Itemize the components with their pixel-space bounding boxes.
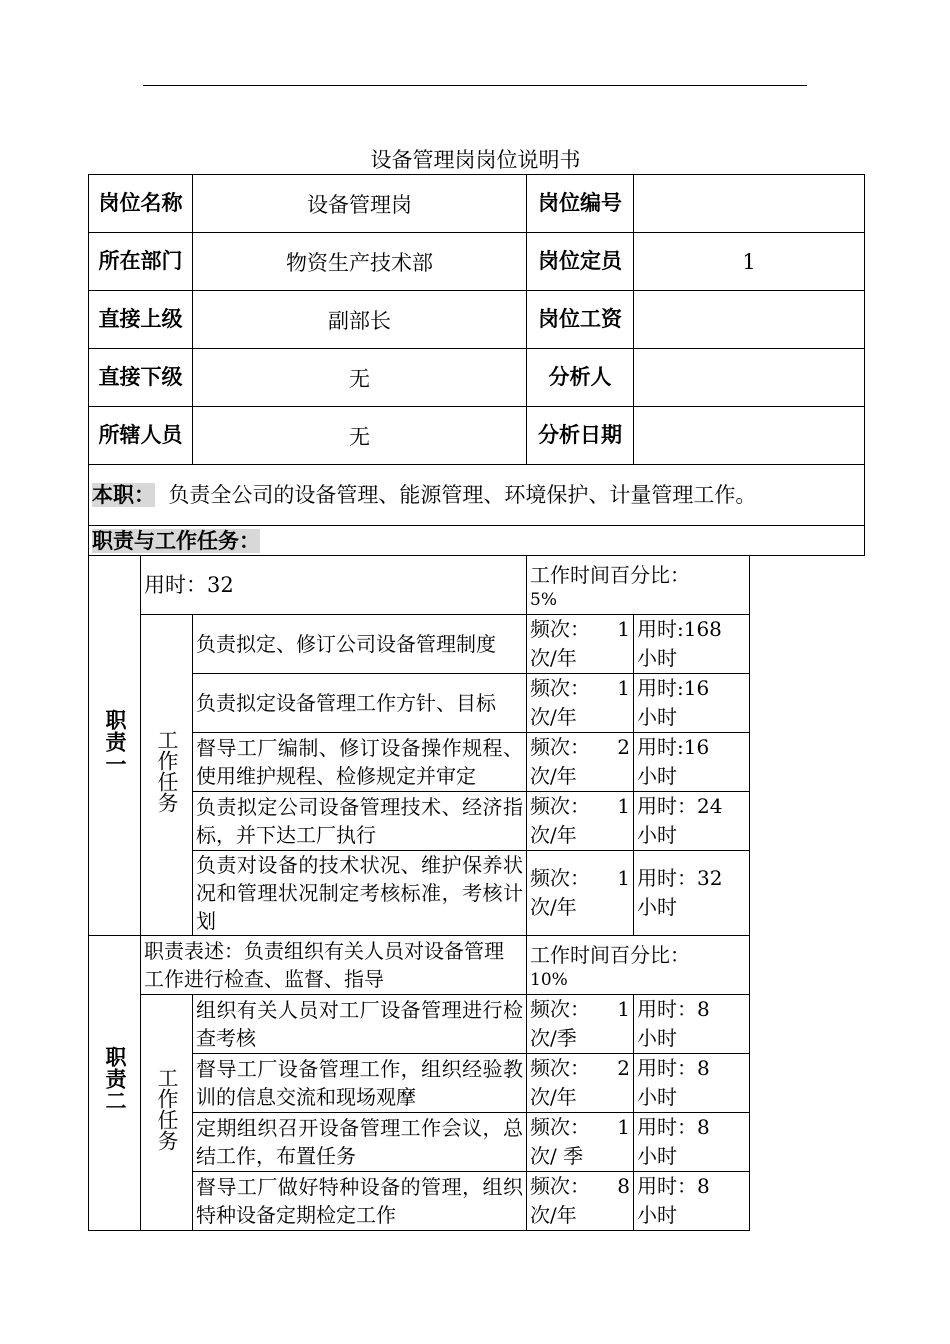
header-row <box>89 407 865 465</box>
frequency-label: 频次： <box>530 676 590 700</box>
duration-unit: 小时 <box>637 895 677 919</box>
frequency-unit: 次/季 <box>530 1026 577 1050</box>
task-row <box>89 674 865 733</box>
frequency-label: 频次： <box>530 1115 590 1139</box>
duration-value: 用时：24 <box>637 794 723 818</box>
task-row <box>89 1172 865 1231</box>
duration-unit: 小时 <box>637 823 677 847</box>
task-frequency <box>527 1172 634 1231</box>
duty-1-task-label <box>141 615 193 936</box>
frequency-label: 频次： <box>530 794 590 818</box>
task-text: 督导工厂编制、修订设备操作规程、使用维护规程、检修规定并审定 <box>193 733 527 792</box>
task-row <box>89 851 865 936</box>
duration-unit: 小时 <box>637 705 677 729</box>
task-text: 督导工厂设备管理工作，组织经验教训的信息交流和现场观摩 <box>193 1054 527 1113</box>
duty-1-percent-label: 工作时间百分比： <box>530 562 690 587</box>
task-text: 负责对设备的技术状况、维护保养状况和管理状况制定考核标准，考核计划 <box>193 851 527 936</box>
duration-unit: 小时 <box>637 1144 677 1168</box>
task-frequency <box>527 995 634 1054</box>
task-frequency <box>527 733 634 792</box>
task-frequency <box>527 851 634 936</box>
label-direct-superior: 直接上级 <box>89 291 193 349</box>
duties-section-label: 职责与工作任务： <box>92 528 260 553</box>
value-headcount: 1 <box>634 233 865 291</box>
task-text: 负责拟定设备管理工作方针、目标 <box>193 674 527 733</box>
frequency-unit: 次/年 <box>530 1085 577 1109</box>
task-text: 组织有关人员对工厂设备管理进行检查考核 <box>193 995 527 1054</box>
task-frequency <box>527 1054 634 1113</box>
task-frequency <box>527 674 634 733</box>
task-duration <box>634 1172 750 1231</box>
duty-2-percent <box>527 936 750 995</box>
value-analysis-date <box>634 407 865 465</box>
value-position-name: 设备管理岗 <box>193 175 527 233</box>
frequency-count: 1 <box>617 1115 630 1139</box>
frequency-count: 2 <box>617 1056 630 1080</box>
duration-unit: 小时 <box>637 1026 677 1050</box>
duty-2-statement: 职责表述：负责组织有关人员对设备管理工作进行检查、监督、指导 <box>141 936 527 995</box>
frequency-label: 频次： <box>530 997 590 1021</box>
frequency-unit: 次/年 <box>530 764 577 788</box>
header-row <box>89 233 865 291</box>
frequency-unit: 次/年 <box>530 895 577 919</box>
duty-1-statement: 用时：32 <box>141 556 527 615</box>
duty-1-label-text: 职责一 <box>103 708 127 775</box>
task-duration <box>634 851 750 936</box>
task-duration <box>634 995 750 1054</box>
label-position-code: 岗位编号 <box>527 175 634 233</box>
duty-2-percent-label: 工作时间百分比： <box>530 942 690 967</box>
label-direct-subordinate: 直接下级 <box>89 349 193 407</box>
duty-summary-text: 负责全公司的设备管理、能源管理、环境保护、计量管理工作。 <box>168 482 757 507</box>
value-department: 物资生产技术部 <box>193 233 527 291</box>
value-analyst <box>634 349 865 407</box>
task-text: 负责拟定公司设备管理技术、经济指标，并下达工厂执行 <box>193 792 527 851</box>
label-analysis-date: 分析日期 <box>527 407 634 465</box>
task-row <box>89 733 865 792</box>
frequency-label: 频次： <box>530 1056 590 1080</box>
job-description-table <box>88 174 865 1231</box>
task-frequency <box>527 615 634 674</box>
duty-2-label <box>89 936 141 1231</box>
duty-2-label-text: 职责二 <box>103 1046 127 1112</box>
duties-section <box>89 526 865 556</box>
value-salary <box>634 291 865 349</box>
frequency-count: 8 <box>617 1174 630 1198</box>
frequency-label: 频次： <box>530 1174 590 1198</box>
task-frequency <box>527 792 634 851</box>
task-duration <box>634 733 750 792</box>
duration-value: 用时：8 <box>637 1056 710 1080</box>
duty-1-percent-value: 5% <box>530 589 557 610</box>
frequency-label: 频次： <box>530 866 590 890</box>
duration-unit: 小时 <box>637 646 677 670</box>
task-duration <box>634 792 750 851</box>
duration-value: 用时：8 <box>637 1115 710 1139</box>
label-salary: 岗位工资 <box>527 291 634 349</box>
frequency-unit: 次/年 <box>530 1203 577 1227</box>
frequency-count: 1 <box>617 617 630 641</box>
value-direct-superior: 副部长 <box>193 291 527 349</box>
label-department: 所在部门 <box>89 233 193 291</box>
header-rule <box>143 85 807 86</box>
duration-value: 用时:16 <box>637 676 710 700</box>
duty-summary-label: 本职： <box>92 482 155 507</box>
frequency-count: 1 <box>617 997 630 1021</box>
frequency-count: 1 <box>617 794 630 818</box>
label-staff: 所辖人员 <box>89 407 193 465</box>
duration-unit: 小时 <box>637 1085 677 1109</box>
value-staff: 无 <box>193 407 527 465</box>
task-duration <box>634 1113 750 1172</box>
duty-summary <box>89 465 865 526</box>
label-analyst: 分析人 <box>527 349 634 407</box>
frequency-label: 频次： <box>530 735 590 759</box>
duty-statement-row <box>89 556 865 615</box>
task-frequency <box>527 1113 634 1172</box>
task-row <box>89 792 865 851</box>
frequency-unit: 次/ 季 <box>530 1144 584 1168</box>
task-text: 督导工厂做好特种设备的管理，组织特种设备定期检定工作 <box>193 1172 527 1231</box>
frequency-label: 频次： <box>530 617 590 641</box>
duty-1-percent <box>527 556 750 615</box>
duration-value: 用时：32 <box>637 866 723 890</box>
frequency-unit: 次/年 <box>530 705 577 729</box>
duration-unit: 小时 <box>637 1203 677 1227</box>
frequency-count: 1 <box>617 676 630 700</box>
duration-value: 用时：8 <box>637 1174 710 1198</box>
header-row <box>89 291 865 349</box>
duration-value: 用时:168 <box>637 617 722 641</box>
duration-value: 用时:16 <box>637 735 710 759</box>
label-position-name: 岗位名称 <box>89 175 193 233</box>
task-text: 负责拟定、修订公司设备管理制度 <box>193 615 527 674</box>
duty-statement-row <box>89 936 865 995</box>
task-text: 定期组织召开设备管理工作会议，总结工作，布置任务 <box>193 1113 527 1172</box>
task-row <box>89 995 865 1054</box>
value-direct-subordinate: 无 <box>193 349 527 407</box>
header-row <box>89 349 865 407</box>
task-row <box>89 1054 865 1113</box>
duty-1-label <box>89 556 141 936</box>
task-duration <box>634 1054 750 1113</box>
task-duration <box>634 615 750 674</box>
task-duration <box>634 674 750 733</box>
task-row <box>89 1113 865 1172</box>
duty-1-task-label-text: 工作任务 <box>155 729 179 813</box>
label-headcount: 岗位定员 <box>527 233 634 291</box>
task-row <box>89 615 865 674</box>
duration-unit: 小时 <box>637 764 677 788</box>
document-title: 设备管理岗岗位说明书 <box>370 148 581 172</box>
duty-2-task-label <box>141 995 193 1231</box>
header-row <box>89 175 865 233</box>
frequency-count: 1 <box>617 866 630 890</box>
duty-summary-row <box>89 465 865 526</box>
duty-2-percent-value: 10% <box>530 969 568 990</box>
duties-section-row <box>89 526 865 556</box>
frequency-unit: 次/年 <box>530 646 577 670</box>
frequency-count: 2 <box>617 735 630 759</box>
frequency-unit: 次/年 <box>530 823 577 847</box>
duty-2-task-label-text: 工作任务 <box>155 1066 179 1151</box>
duration-value: 用时：8 <box>637 997 710 1021</box>
value-position-code <box>634 175 865 233</box>
